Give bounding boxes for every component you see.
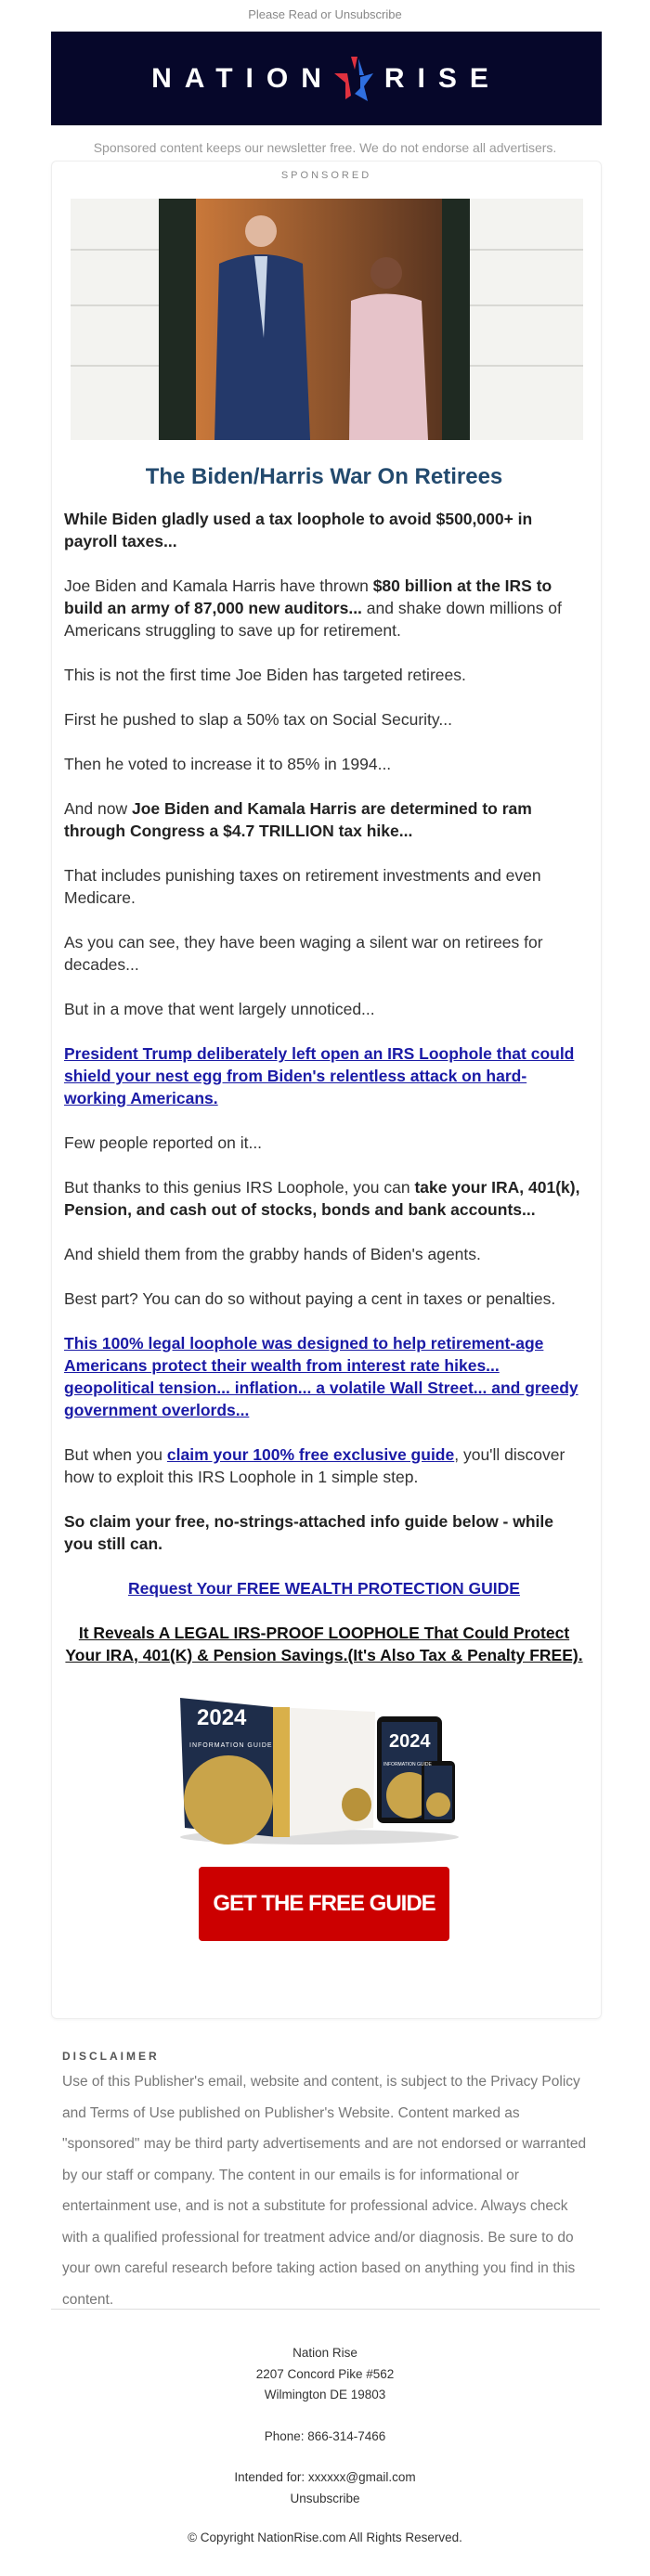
intended-recipient: Intended for: xxxxxx@gmail.com — [234, 2470, 416, 2484]
logo-text-left: NATION — [151, 62, 334, 94]
paragraph: That includes punishing taxes on retirement investments and even Medicare. — [64, 866, 541, 907]
closing-paragraph: So claim your free, no-strings-attached info guide below - while you still can. — [64, 1512, 554, 1553]
request-guide-link[interactable]: Request Your FREE WEALTH PROTECTION GUIDE — [128, 1579, 520, 1598]
logo-text-right: RISE — [384, 62, 501, 94]
hero-photo[interactable] — [71, 199, 583, 440]
guide-product-image[interactable] — [162, 1689, 487, 1846]
paragraph: And shield them from the grabby hands of Biden's agents. — [64, 1245, 481, 1263]
disclaimer-heading: DISCLAIMER — [62, 2050, 160, 2063]
company-name: Nation Rise — [292, 2346, 358, 2360]
get-free-guide-button[interactable]: GET THE FREE GUIDE — [199, 1867, 449, 1941]
paragraph-bold: $80 billion at the IRS to build an army of 87,000 new auditors... — [64, 576, 552, 617]
claim-guide-link[interactable]: claim your 100% free exclusive guide — [166, 1445, 455, 1464]
paragraph-bold: Joe Biden and Kamala Harris are determined to ram through Congress a $4.7 TRILLION tax hike... — [64, 799, 532, 840]
unsubscribe-link[interactable]: Unsubscribe — [290, 2491, 360, 2505]
copyright: © Copyright NationRise.com All Rights Reserved. — [188, 2531, 462, 2544]
sponsored-card — [51, 161, 602, 2019]
article-body — [64, 463, 584, 1941]
paragraph: But when you — [64, 1445, 167, 1464]
paragraph: First he pushed to slap a 50% tax on Social Security... — [64, 710, 452, 729]
paragraph: Best part? You can do so without paying a cent in taxes or penalties. — [64, 1289, 556, 1308]
paragraph: As you can see, they have been waging a silent war on retirees for decades... — [64, 933, 543, 974]
paragraph: And now — [64, 799, 132, 818]
paragraph-bold: take your IRA, 401(k), Pension, and cash out of stocks, bonds and bank accounts... — [64, 1178, 580, 1219]
reveal-link[interactable]: It Reveals A LEGAL IRS-PROOF LOOPHOLE That Could Protect Your IRA, 401(K) & Pension Savings.(It's Also Tax & Penalty FREE). — [65, 1624, 583, 1664]
tablet-year-label: 2024 — [389, 1731, 431, 1752]
tablet-subtitle-label: INFORMATION GUIDE — [384, 1762, 432, 1767]
paragraph: But in a move that went largely unnoticed... — [64, 1000, 375, 1018]
paragraph: This is not the first time Joe Biden has targeted retirees. — [64, 666, 466, 684]
sponsored-label: SPONSORED — [280, 170, 372, 181]
footer — [0, 2343, 650, 2549]
sponsor-note: Sponsored content keeps our newsletter free. We do not endorse all advertisers. — [93, 140, 557, 155]
lead-paragraph: While Biden gladly used a tax loophole to avoid $500,000+ in payroll taxes... — [64, 510, 533, 550]
guide-subtitle-label: INFORMATION GUIDE — [189, 1742, 273, 1749]
unsubscribe-top-link[interactable]: Please Read or Unsubscribe — [248, 7, 402, 21]
footer-divider — [51, 2309, 600, 2310]
paragraph: Then he voted to increase it to 85% in 1994... — [64, 755, 392, 773]
legal-loophole-link[interactable]: This 100% legal loophole was designed to help retirement-age Americans protect their wealth from interest rate hikes... geopolitical tension... inflation... a volatile Wall Street... and greedy government overlords... — [64, 1334, 578, 1419]
phone: Phone: 866-314-7466 — [264, 2428, 386, 2443]
article-title: The Biden/Harris War On Retirees — [145, 464, 503, 489]
brand-header — [51, 32, 602, 125]
star-logo-icon — [332, 55, 375, 103]
paragraph: Joe Biden and Kamala Harris have thrown — [64, 576, 373, 595]
paragraph: and shake down millions of Americans struggling to save up for retirement. — [64, 599, 562, 640]
loophole-link[interactable]: President Trump deliberately left open an IRS Loophole that could shield your nest egg from Biden's relentless attack on hard-working Americans. — [64, 1044, 575, 1107]
paragraph: But thanks to this genius IRS Loophole, you can — [64, 1178, 415, 1197]
disclaimer-section — [62, 2050, 587, 2315]
address-line-2: Wilmington DE 19803 — [264, 2388, 386, 2401]
disclaimer-text: Use of this Publisher's email, website and content, is subject to the Privacy Policy and Terms of Use published on Publisher's Website. Content marked as "sponsored" may be third party advertisements and are not endorsed or warranted by our staff or company. The content in our emails is for informational or entertainment use, and is not a substitute for professional advice. Always check with a qualified professional for treatment advice and/or diagnosis. Be sure to do your own careful research before taking action based on anything you find in this content. — [62, 2074, 587, 2308]
address-line-1: 2207 Concord Pike #562 — [255, 2366, 395, 2381]
guide-year-label: 2024 — [197, 1705, 247, 1730]
paragraph: Few people reported on it... — [64, 1133, 263, 1152]
paragraph: , you'll discover how to exploit this IRS Loophole in 1 simple step. — [64, 1445, 566, 1486]
logo[interactable] — [151, 55, 501, 103]
